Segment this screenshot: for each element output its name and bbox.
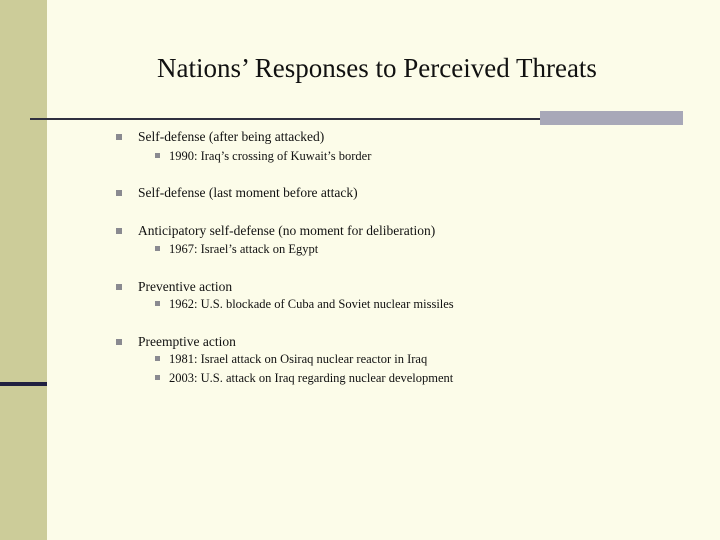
sub-bullet-text: 1990: Iraq’s crossing of Kuwait’s border [169, 149, 372, 163]
bullet-text: Self-defense (last moment before attack) [138, 185, 358, 200]
square-bullet-icon [116, 284, 122, 290]
left-bar-accent-line [0, 382, 47, 386]
sub-bullet-text: 2003: U.S. attack on Iraq regarding nuclear development [169, 371, 454, 385]
square-bullet-icon [116, 134, 122, 140]
square-bullet-icon [116, 228, 122, 234]
bullet-text: Preventive action [138, 279, 233, 294]
square-bullet-icon [155, 301, 160, 306]
left-decorative-bar [0, 0, 47, 540]
title-divider-accent [540, 111, 683, 125]
square-bullet-icon [155, 375, 160, 380]
sub-bullet-text: 1962: U.S. blockade of Cuba and Soviet nuclear missiles [169, 297, 454, 311]
square-bullet-icon [155, 153, 160, 158]
sub-bullet-text: 1967: Israel’s attack on Egypt [169, 242, 319, 256]
bullet-text: Self-defense (after being attacked) [138, 129, 325, 144]
square-bullet-icon [155, 356, 160, 361]
square-bullet-icon [155, 246, 160, 251]
bullet-text: Preemptive action [138, 334, 236, 349]
bullet-text: Anticipatory self-defense (no moment for deliberation) [138, 223, 436, 238]
square-bullet-icon [116, 339, 122, 345]
square-bullet-icon [116, 190, 122, 196]
slide-title: Nations’ Responses to Perceived Threats [157, 53, 597, 83]
sub-bullet-text: 1981: Israel attack on Osiraq nuclear reactor in Iraq [169, 352, 428, 366]
